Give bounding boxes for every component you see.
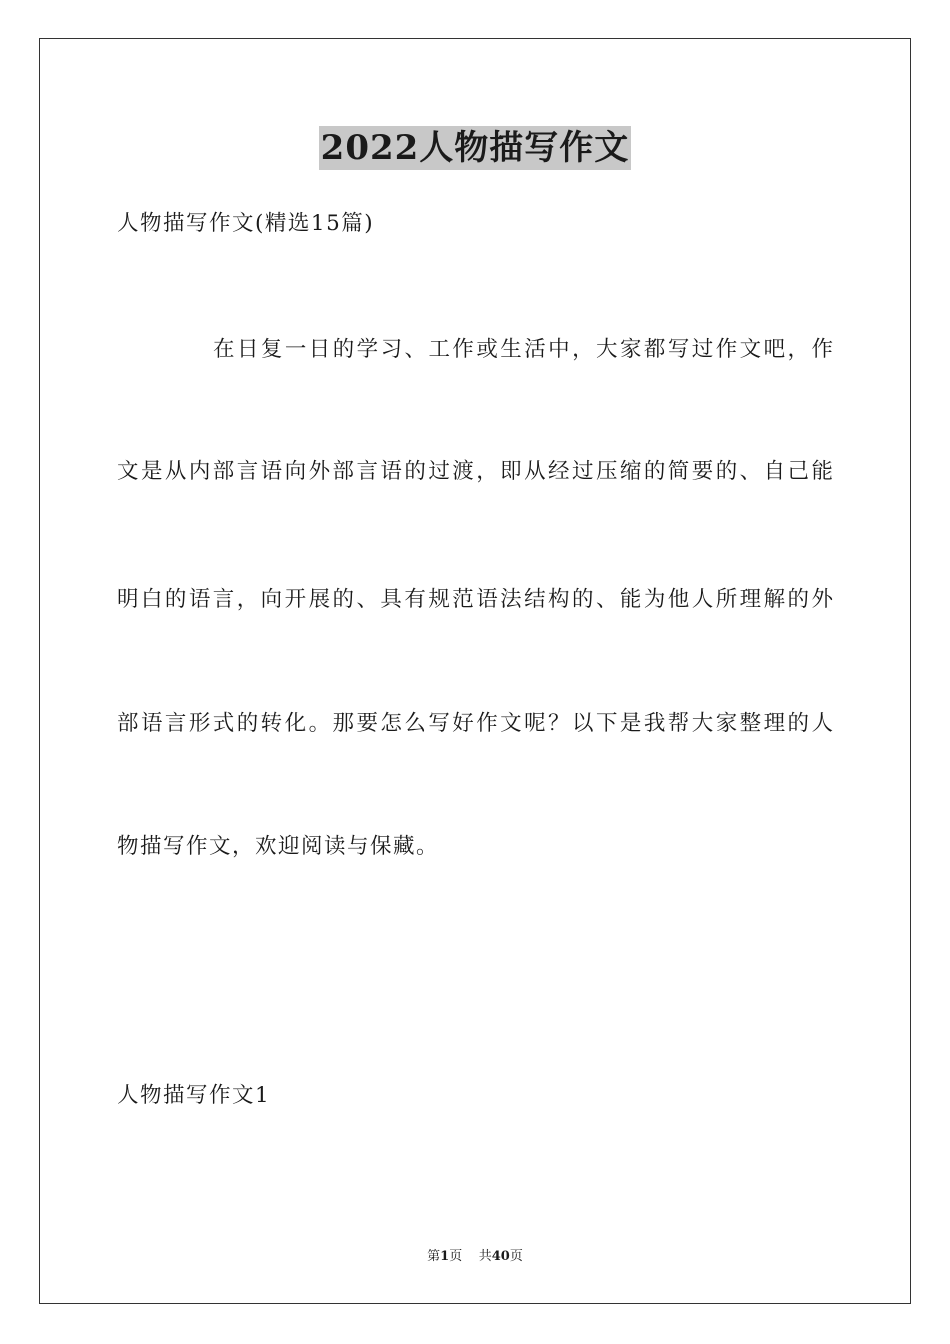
document-title: 2022人物描写作文 [320, 128, 630, 168]
document-subtitle: 人物描写作文(精选15篇) [117, 211, 375, 236]
footer-page-number: 1 [440, 1249, 450, 1264]
section-heading: 人物描写作文1 [117, 1083, 271, 1108]
paragraph-line-2: 文是从内部言语向外部言语的过渡，即从经过压缩的简要的、自己能 [117, 459, 833, 484]
title-container [0, 126, 950, 170]
paragraph-line-5: 物描写作文，欢迎阅读与保藏。 [117, 834, 440, 859]
footer-page-prefix: 第 [427, 1249, 441, 1264]
footer-total-pages: 40 [491, 1249, 510, 1264]
paragraph-line-4: 部语言形式的转化。那要怎么写好作文呢？以下是我帮大家整理的人 [117, 711, 833, 736]
page-footer [0, 1248, 950, 1266]
footer-page-suffix: 页 [449, 1249, 463, 1264]
paragraph-line-3: 明白的语言，向开展的、具有规范语法结构的、能为他人所理解的外 [117, 587, 833, 612]
footer-total-suffix: 页 [509, 1249, 523, 1264]
paragraph-line-1: 在日复一日的学习、工作或生活中，大家都写过作文吧，作 [213, 337, 833, 362]
footer-total-prefix: 共 [478, 1249, 492, 1264]
